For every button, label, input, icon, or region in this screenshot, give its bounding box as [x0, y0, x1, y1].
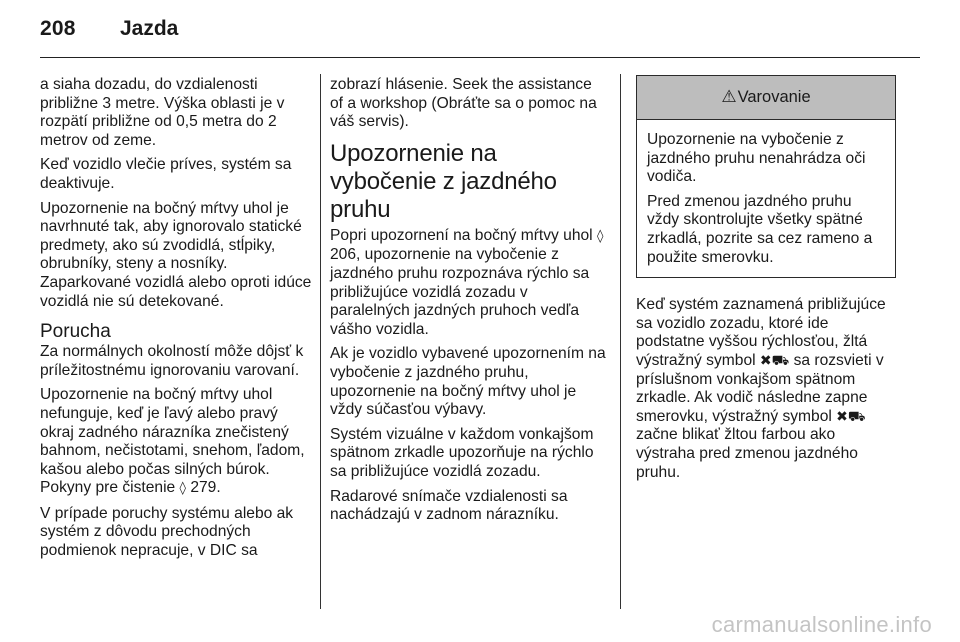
warning-title: Varovanie: [737, 88, 811, 107]
paragraph: [636, 296, 896, 482]
reference-page: 279.: [185, 479, 221, 497]
page-reference-link[interactable]: [180, 479, 221, 496]
paragraph: Systém vizuálne v každom vonkajšom spätnom zrkadle upozorňuje na rýchlo sa približujúce vozidlá zozadu.: [330, 425, 594, 480]
column-2: [330, 76, 608, 531]
warning-header: [637, 76, 895, 120]
watermark: carmanualsonline.info: [711, 612, 932, 637]
warning-paragraph: Pred zmenou jazdného pruhu vždy skontrolujte všetky spätné zrkadlá, pozrite sa cez rameno a použite smerovku.: [647, 192, 873, 266]
warning-body: [637, 120, 895, 277]
paragraph: Keď vozidlo vlečie príves, systém sa deaktivuje.: [40, 156, 292, 192]
page-number: 208: [40, 17, 76, 40]
paragraph: a siaha dozadu, do vzdialenosti približne 3 metre. Výška oblasti je v rozpätí približne od 0,5 metra do 2 metrov od zeme.: [40, 76, 285, 149]
paragraph-text: Upozornenie na bočný mŕtvy uhol nefunguje, keď je ľavý alebo pravý okraj zadného nárazníka znečistený bahnom, nečistotami, snehom, ľadom, kašou alebo počas silných búrok. Pokyny pre čistenie: [40, 386, 305, 497]
warning-triangle-icon: ⚠: [721, 87, 737, 108]
section-heading-porucha: Porucha: [40, 321, 111, 343]
column-divider-2: [620, 74, 621, 609]
warning-paragraph: Upozornenie na vybočenie z jazdného pruhu nenahrádza oči vodiča.: [647, 131, 866, 186]
paragraph: zobrazí hlásenie. Seek the assistance of a workshop (Obráťte sa o pomoc na váš servis).: [330, 76, 597, 131]
paragraph-text: 206, upozornenie na vybočenie z jazdného pruhu rozpoznáva rýchlo sa približujúce vozidlá zozadu v paralelných jazdných pruhoch vedľa vášho vozidla.: [330, 246, 590, 338]
paragraph-text: sa rozsvieti v príslušnom vonkajšom spätnom zrkadle. Ak vodič následne zapne smerovku, výstražný symbol: [636, 351, 884, 425]
paragraph: Upozornenie na bočný mŕtvy uhol je navrhnuté tak, aby ignorovalo statické predmety, ako sú zvodidlá, stĺpiky, obrubníky, steny a nosníky. Zaparkované vozidlá alebo oproti idúce vozidlá nie sú detekované.: [40, 199, 312, 310]
blind-spot-warning-icon: ✖⛟: [759, 352, 790, 369]
paragraph-text: Popri upozornení na bočný mŕtvy uhol: [330, 226, 597, 244]
column-1: [40, 76, 312, 567]
column-3-text: [636, 296, 896, 482]
column-divider-1: [320, 74, 321, 609]
warning-box: [636, 75, 896, 278]
page-title: Jazda: [120, 17, 179, 40]
column-3: [636, 75, 896, 488]
page-reference-link[interactable]: [597, 227, 603, 244]
paragraph: Za normálnych okolností môže dôjsť k príležitostnému ignorovaniu varovaní.: [40, 343, 304, 379]
reference-icon: ◊: [179, 481, 186, 497]
paragraph: V prípade poruchy systému alebo ak systém z dôvodu prechodných podmienok nepracuje, v DIC sa: [40, 504, 294, 560]
page-header: [40, 17, 920, 58]
paragraph: [330, 227, 608, 340]
paragraph: Radarové snímače vzdialenosti sa nachádzajú v zadnom nárazníku.: [330, 487, 568, 524]
section-heading-lane-departure: Upozornenie na vybočenie z jazdného pruhu: [330, 139, 557, 223]
reference-icon: ◊: [596, 228, 604, 244]
paragraph-text: Keď systém zaznamená približujúce sa vozidlo zozadu, ktoré ide podstatne vyššou rýchlosťou, žltá výstražný symbol: [636, 296, 886, 369]
paragraph: Ak je vozidlo vybavené upozornením na vybočenie z jazdného pruhu, upozornenie na bočný mŕtvy uhol je vždy súčasťou výbavy.: [330, 345, 606, 419]
paragraph-text: začne blikať žltou farbou ako výstraha pred zmenou jazdného pruhu.: [636, 426, 858, 481]
paragraph: [40, 386, 312, 499]
blind-spot-warning-icon: ✖⛟: [836, 408, 866, 425]
